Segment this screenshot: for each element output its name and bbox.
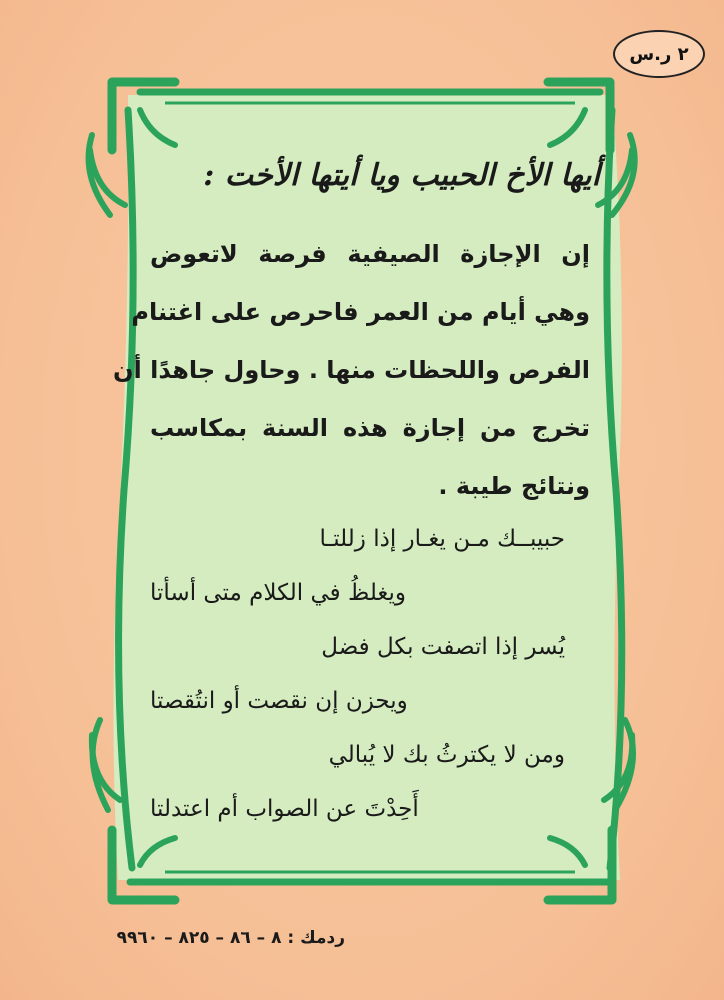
paragraph-line: وهي أيام من العمر فاحرص على اغتنام xyxy=(131,298,590,326)
heading: أيها الأخ الحبيب ويا أيتها الأخت : xyxy=(203,158,600,193)
verse-line: ومن لا يكترثُ بك لا يُبالي xyxy=(328,742,565,768)
paragraph-line: الفرص واللحظات منها . وحاول جاهدًا أن xyxy=(113,356,590,384)
price-text: ٢ ر.س xyxy=(629,43,689,65)
paragraph-line: إن الإجازة الصيفية فرصة لاتعوض xyxy=(150,240,590,268)
verse-line: يُسر إذا اتصفت بكل فضل xyxy=(321,634,565,660)
verse-line: أَحِدْتَ عن الصواب أم اعتدلتا xyxy=(150,796,419,822)
verse-line: ويحزن إن نقصت أو انتُقصتا xyxy=(150,688,408,714)
panel-text xyxy=(113,150,600,850)
isbn: ردمك : ٨ – ٨٦ – ٨٢٥ – ٩٩٦٠ xyxy=(116,928,345,948)
paragraph-line: ونتائج طيبة . xyxy=(438,472,590,500)
verse-line: حبيبــك مـن يغـار إذا زللتـا xyxy=(319,526,565,552)
paragraph-line: تخرج من إجازة هذه السنة بمكاسب xyxy=(150,414,590,442)
verse-line: ويغلظُ في الكلام متى أسأتا xyxy=(150,580,407,606)
